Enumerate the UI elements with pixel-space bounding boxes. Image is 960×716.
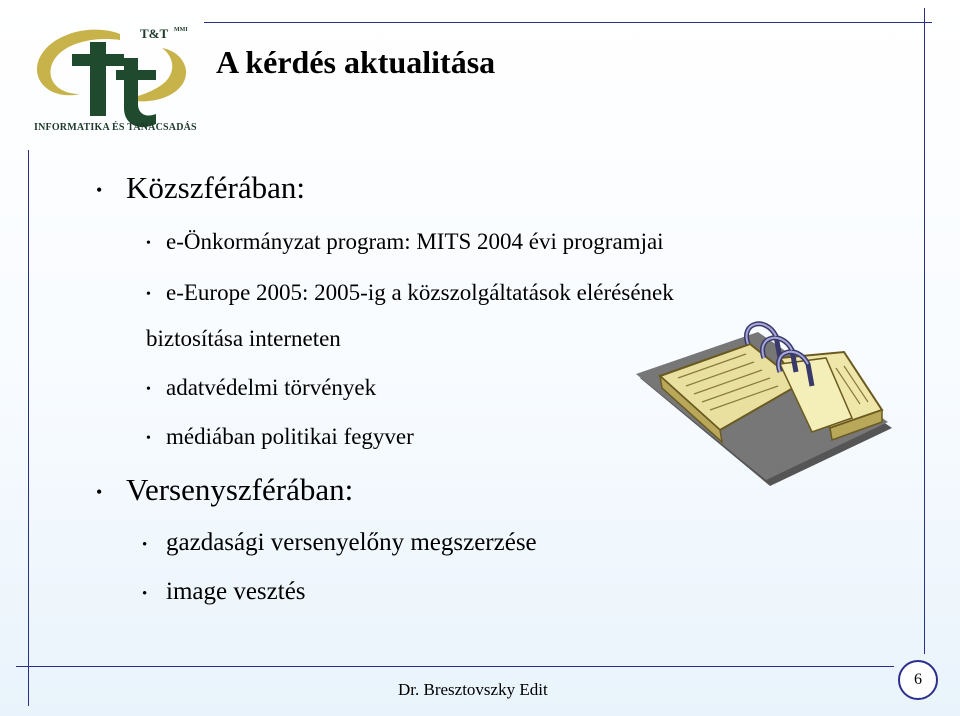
list-item bbox=[146, 280, 674, 306]
logo-brand-sup: MMI bbox=[174, 27, 188, 33]
list-item-text: image vesztés bbox=[166, 578, 306, 605]
list-item bbox=[142, 578, 306, 606]
list-item-text: e-Önkormányzat program: MITS 2004 évi programjai bbox=[166, 229, 664, 254]
list-item-text: biztosítása interneten bbox=[146, 326, 341, 351]
list-item bbox=[142, 529, 537, 557]
bullet-icon: • bbox=[146, 382, 151, 397]
list-item-text: gazdasági versenyelőny megszerzése bbox=[166, 529, 537, 556]
ring-binder-book-icon bbox=[630, 318, 900, 488]
bullet-icon: • bbox=[96, 482, 103, 502]
list-item-text: médiában politikai fegyver bbox=[166, 424, 414, 449]
list-item-text: e-Europe 2005: 2005-ig a közszolgáltatások elérésének bbox=[166, 280, 674, 305]
list-item-continuation bbox=[146, 326, 341, 352]
list-item bbox=[146, 375, 376, 401]
footer-author: Dr. Bresztovszky Edit bbox=[398, 680, 548, 699]
bullet-icon: • bbox=[142, 537, 148, 553]
bullet-icon: • bbox=[146, 236, 151, 251]
section-heading-public bbox=[96, 170, 305, 206]
logo-letter-t-bar bbox=[72, 54, 124, 66]
frame-top-line bbox=[204, 22, 932, 23]
logo-letter-t-stem bbox=[90, 42, 106, 116]
page-number: 6 bbox=[914, 671, 922, 688]
frame-left-line bbox=[28, 150, 29, 706]
bullet-icon: • bbox=[142, 586, 148, 602]
section-heading-text: Közszférában: bbox=[126, 170, 306, 205]
logo-caption: INFORMATIKA ÉS TANÁCSADÁS bbox=[34, 122, 197, 133]
section-heading-competitive bbox=[96, 472, 353, 508]
bullet-icon: • bbox=[146, 431, 151, 446]
section-heading-text: Versenyszférában: bbox=[126, 472, 354, 507]
logo-letter-t2-bar bbox=[116, 70, 156, 80]
bullet-icon: • bbox=[146, 287, 151, 302]
page-number-badge bbox=[898, 660, 938, 700]
company-logo bbox=[28, 14, 198, 138]
slide-title: A kérdés aktualitása bbox=[216, 44, 496, 80]
frame-bottom-line bbox=[16, 666, 894, 667]
list-item bbox=[146, 229, 664, 255]
list-item-text: adatvédelmi törvények bbox=[166, 375, 377, 400]
frame-right-line bbox=[924, 8, 925, 654]
bullet-icon: • bbox=[96, 180, 103, 200]
logo-brand: T&T bbox=[140, 26, 169, 41]
list-item bbox=[146, 424, 414, 450]
